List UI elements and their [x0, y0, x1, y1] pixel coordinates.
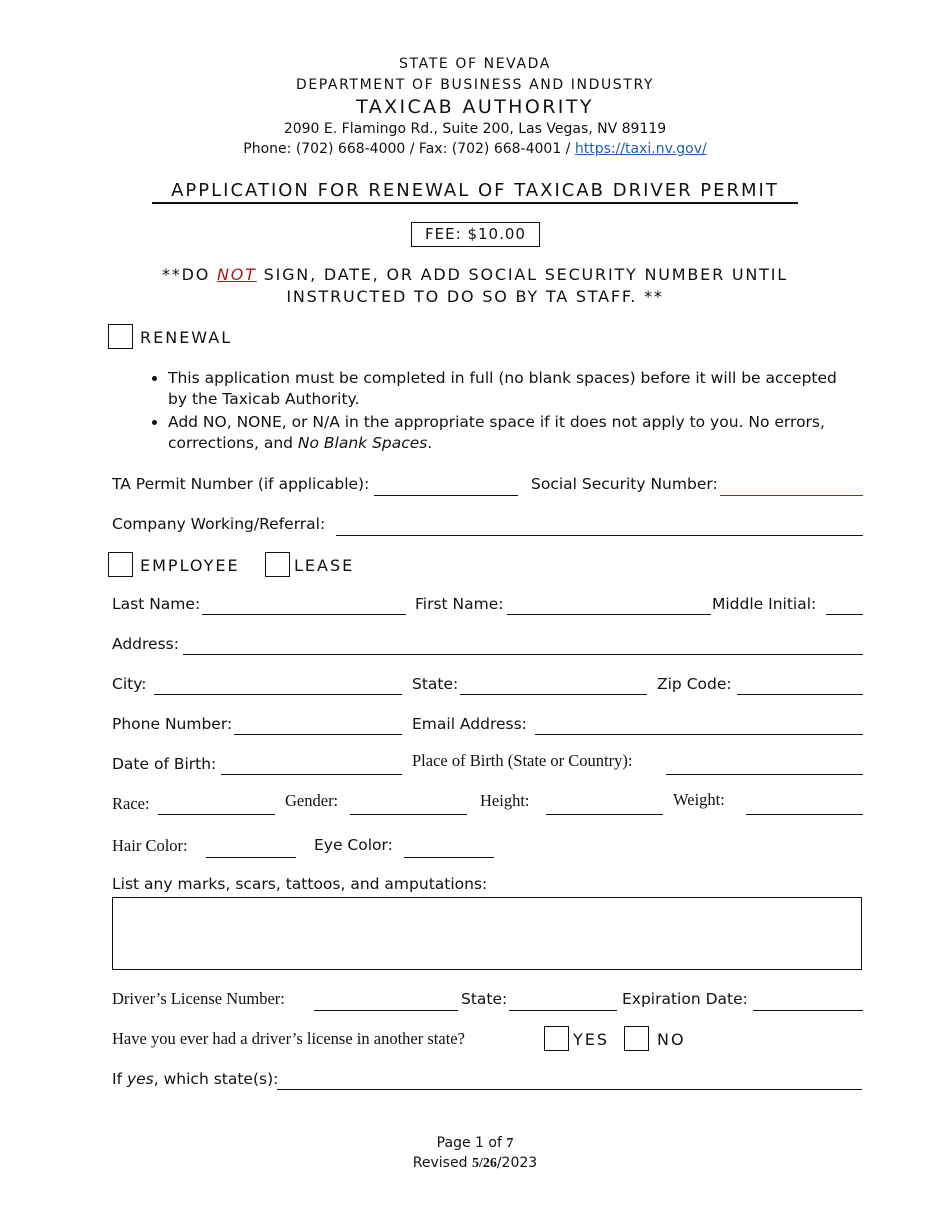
- email-field[interactable]: [535, 734, 863, 735]
- zip-field[interactable]: [737, 694, 863, 695]
- phone-fax-text: Phone: (702) 668-4000 / Fax: (702) 668-4001 /: [243, 141, 575, 157]
- marks-label: List any marks, scars, tattoos, and amputations:: [112, 875, 488, 893]
- zip-label: Zip Code:: [657, 675, 732, 693]
- dl-state-label: State:: [461, 990, 508, 1008]
- warning-not: NOT: [217, 265, 257, 284]
- address-field[interactable]: [183, 654, 863, 655]
- dl-number-label: Driver’s License Number:: [112, 989, 285, 1008]
- renewal-label: RENEWAL: [140, 328, 233, 347]
- employee-checkbox[interactable]: [108, 552, 133, 577]
- phone-label: Phone Number:: [112, 715, 233, 733]
- warning-rest: SIGN, DATE, OR ADD SOCIAL SECURITY NUMBER UNTIL: [256, 265, 788, 284]
- which-states-label: [112, 1070, 278, 1088]
- first-name-label: First Name:: [415, 595, 504, 613]
- race-label: Race:: [112, 794, 150, 813]
- ta-permit-label: TA Permit Number (if applicable):: [112, 475, 370, 493]
- other-state-question: Have you ever had a driver’s license in another state?: [112, 1029, 465, 1048]
- address-label: Address:: [112, 635, 179, 653]
- pob-label: Place of Birth (State or Country):: [412, 751, 633, 770]
- department-heading: DEPARTMENT OF BUSINESS AND INDUSTRY: [295, 77, 655, 93]
- email-label: Email Address:: [412, 715, 527, 733]
- dl-expiration-field[interactable]: [753, 1010, 863, 1011]
- revised-bold: 5/26: [471, 1156, 497, 1171]
- no-label: NO: [657, 1030, 686, 1049]
- first-name-field[interactable]: [507, 614, 711, 615]
- eye-color-field[interactable]: [404, 857, 494, 858]
- warning-prefix: **DO: [162, 265, 217, 284]
- hair-color-label: Hair Color:: [112, 836, 188, 855]
- contact-line: [0, 141, 950, 157]
- pob-field[interactable]: [666, 774, 863, 775]
- form-title: APPLICATION FOR RENEWAL OF TAXICAB DRIVER PERMIT: [152, 180, 798, 204]
- state-heading: STATE OF NEVADA: [399, 56, 551, 72]
- instruction-text: Add NO, NONE, or N/A in the appropriate space if it does not apply to you. No errors, corrections, and: [168, 413, 825, 452]
- eye-color-label: Eye Color:: [314, 836, 393, 854]
- instruction-item: • This application must be completed in full (no blank spaces) before it will be accepted by the Taxicab Authority.: [168, 368, 858, 410]
- dl-number-field[interactable]: [314, 1010, 458, 1011]
- page-prefix: Page 1 of: [436, 1135, 507, 1151]
- agency-heading: TAXICAB AUTHORITY: [356, 96, 594, 118]
- agency-address: 2090 E. Flamingo Rd., Suite 200, Las Vegas, NV 89119: [283, 121, 667, 137]
- gender-field[interactable]: [350, 814, 467, 815]
- yes-label: YES: [573, 1030, 610, 1049]
- height-field[interactable]: [546, 814, 663, 815]
- middle-initial-field[interactable]: [826, 614, 863, 615]
- warning-line-1: [0, 265, 950, 284]
- instruction-end: .: [427, 434, 433, 452]
- lease-checkbox[interactable]: [265, 552, 290, 577]
- phone-field[interactable]: [234, 734, 402, 735]
- middle-initial-label: Middle Initial:: [712, 595, 817, 613]
- weight-field[interactable]: [746, 814, 863, 815]
- no-checkbox[interactable]: [624, 1026, 649, 1051]
- company-label: Company Working/Referral:: [112, 515, 326, 533]
- revision-date: [0, 1155, 950, 1172]
- last-name-field[interactable]: [202, 614, 406, 615]
- hair-color-field[interactable]: [206, 857, 296, 858]
- yes-checkbox[interactable]: [544, 1026, 569, 1051]
- employee-label: EMPLOYEE: [140, 556, 240, 575]
- warning-line-2: INSTRUCTED TO DO SO BY TA STAFF. **: [286, 287, 664, 306]
- website-link[interactable]: https://taxi.nv.gov/: [574, 141, 707, 157]
- renewal-checkbox[interactable]: [108, 324, 133, 349]
- dob-field[interactable]: [221, 774, 402, 775]
- revised-prefix: Revised: [412, 1155, 472, 1171]
- lease-label: LEASE: [294, 556, 355, 575]
- which-states-prefix: If: [112, 1070, 127, 1088]
- city-field[interactable]: [154, 694, 402, 695]
- dob-label: Date of Birth:: [112, 755, 217, 773]
- which-states-yes: yes: [126, 1070, 154, 1088]
- ssn-field[interactable]: [720, 495, 863, 496]
- fee-box: FEE: $10.00: [411, 222, 540, 247]
- ta-permit-field[interactable]: [374, 495, 518, 496]
- instruction-emphasis: No Blank Spaces: [297, 434, 428, 452]
- ssn-label: Social Security Number:: [531, 475, 718, 493]
- state-label: State:: [412, 675, 459, 693]
- state-field[interactable]: [460, 694, 647, 695]
- race-field[interactable]: [158, 814, 275, 815]
- city-label: City:: [112, 675, 147, 693]
- weight-label: Weight:: [673, 790, 725, 809]
- last-name-label: Last Name:: [112, 595, 201, 613]
- instructions-list: [140, 368, 858, 456]
- page-number: [0, 1135, 950, 1152]
- which-states-field[interactable]: [277, 1089, 862, 1090]
- marks-textarea[interactable]: [112, 897, 862, 970]
- which-states-suffix: , which state(s):: [153, 1070, 279, 1088]
- company-field[interactable]: [336, 535, 863, 536]
- dl-expiration-label: Expiration Date:: [622, 990, 748, 1008]
- revised-year: /2023: [496, 1155, 538, 1171]
- page-total: 7: [506, 1136, 514, 1151]
- instruction-item: [168, 412, 858, 454]
- height-label: Height:: [480, 791, 530, 810]
- gender-label: Gender:: [285, 791, 339, 810]
- dl-state-field[interactable]: [509, 1010, 617, 1011]
